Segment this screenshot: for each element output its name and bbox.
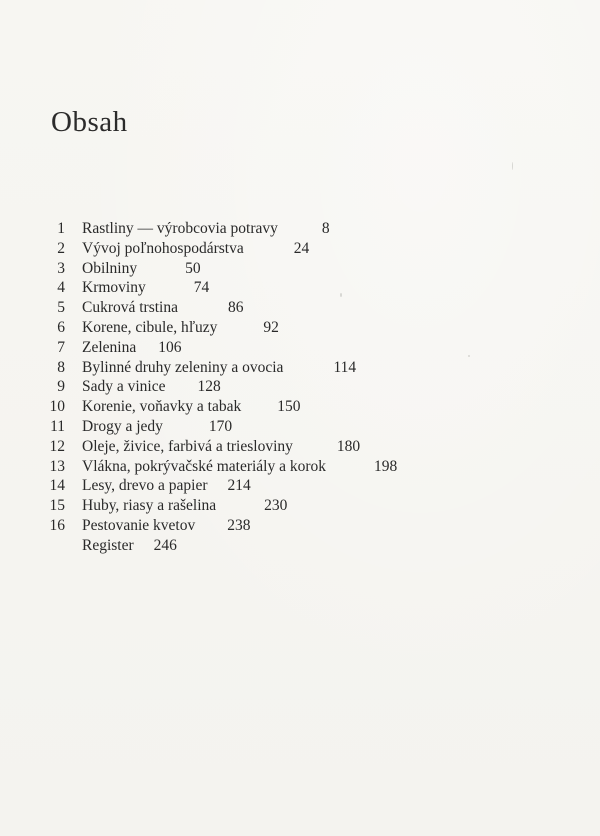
chapter-title: Rastliny — výrobcovia potravy xyxy=(82,220,278,237)
toc-entry[interactable] xyxy=(0,338,600,358)
toc-entry[interactable] xyxy=(0,358,600,378)
chapter-title: Zelenina xyxy=(82,338,137,356)
chapter-title: Drogy a jedy xyxy=(82,417,163,435)
chapter-title: Vlákna, pokrývačské materiály a korok xyxy=(82,457,327,475)
chapter-title: Huby, riasy a rašelina xyxy=(82,497,217,515)
chapter-number: 3 xyxy=(57,259,65,277)
chapter-title: Oleje, živice, farbivá a triesloviny xyxy=(82,437,293,455)
toc-entry[interactable] xyxy=(0,219,600,239)
toc-entry[interactable] xyxy=(0,397,600,417)
page-number: 106 xyxy=(158,338,182,356)
chapter-number: 5 xyxy=(57,299,65,317)
page-number: 230 xyxy=(264,497,288,515)
chapter-title: Cukrová trstina xyxy=(82,299,178,317)
chapter-number: 16 xyxy=(49,516,65,534)
page-title: Obsah xyxy=(51,106,128,138)
page-number: 74 xyxy=(193,279,210,297)
chapter-number: 7 xyxy=(57,338,65,356)
page-number: 198 xyxy=(374,457,398,475)
chapter-title: Lesy, drevo a papier xyxy=(82,477,208,495)
toc-entry[interactable] xyxy=(0,457,600,477)
toc-entry[interactable] xyxy=(0,417,600,437)
page-number: 128 xyxy=(197,378,221,396)
page-number: 246 xyxy=(153,536,177,554)
toc-entry[interactable] xyxy=(0,437,600,457)
paper-speck xyxy=(340,293,342,297)
chapter-title: Pestovanie kvetov xyxy=(82,516,196,534)
chapter-title: Obilniny xyxy=(82,259,138,277)
chapter-title: Vývoj poľnohospodárstva xyxy=(82,239,244,257)
page-number: 86 xyxy=(228,299,244,317)
chapter-number: 11 xyxy=(50,417,65,435)
toc-entry[interactable] xyxy=(0,259,600,279)
paper-speck xyxy=(468,355,470,357)
page-number: 180 xyxy=(336,437,361,455)
toc-entry[interactable] xyxy=(0,239,600,259)
toc-entry[interactable] xyxy=(0,536,600,556)
page-number: 50 xyxy=(185,259,201,277)
page-number: 170 xyxy=(208,417,233,435)
chapter-number: 9 xyxy=(57,378,65,396)
table-of-contents xyxy=(0,219,600,556)
page-number: 92 xyxy=(263,318,279,336)
chapter-number: 4 xyxy=(57,279,65,297)
toc-entry[interactable] xyxy=(0,496,600,516)
page-number: 114 xyxy=(333,358,357,376)
chapter-title: Register xyxy=(82,536,134,554)
chapter-number: 1 xyxy=(57,220,65,237)
toc-entry[interactable] xyxy=(0,318,600,338)
chapter-title: Korenie, voňavky a tabak xyxy=(82,398,242,416)
toc-entry[interactable] xyxy=(0,516,600,536)
toc-entry[interactable] xyxy=(0,278,600,298)
toc-entry[interactable] xyxy=(0,476,600,496)
toc-entry[interactable] xyxy=(0,298,600,318)
page-number: 24 xyxy=(293,239,310,257)
chapter-number: 14 xyxy=(49,477,65,495)
chapter-number: 13 xyxy=(49,457,65,475)
chapter-title: Sady a vinice xyxy=(82,378,166,396)
page-number: 8 xyxy=(321,220,330,237)
chapter-number: 10 xyxy=(49,398,65,416)
chapter-number: 15 xyxy=(49,497,65,515)
page-number: 150 xyxy=(277,398,301,416)
paper-speck xyxy=(512,162,513,170)
chapter-title: Bylinné druhy zeleniny a ovocia xyxy=(82,358,284,376)
chapter-title: Korene, cibule, hľuzy xyxy=(82,318,218,336)
chapter-number: 2 xyxy=(57,239,65,257)
toc-entry[interactable] xyxy=(0,377,600,397)
chapter-number: 8 xyxy=(57,358,65,376)
chapter-title: Krmoviny xyxy=(82,279,146,297)
page-number: 214 xyxy=(227,477,251,495)
chapter-number: 12 xyxy=(49,437,65,455)
chapter-number: 6 xyxy=(57,318,65,336)
page-number: 238 xyxy=(227,516,251,534)
